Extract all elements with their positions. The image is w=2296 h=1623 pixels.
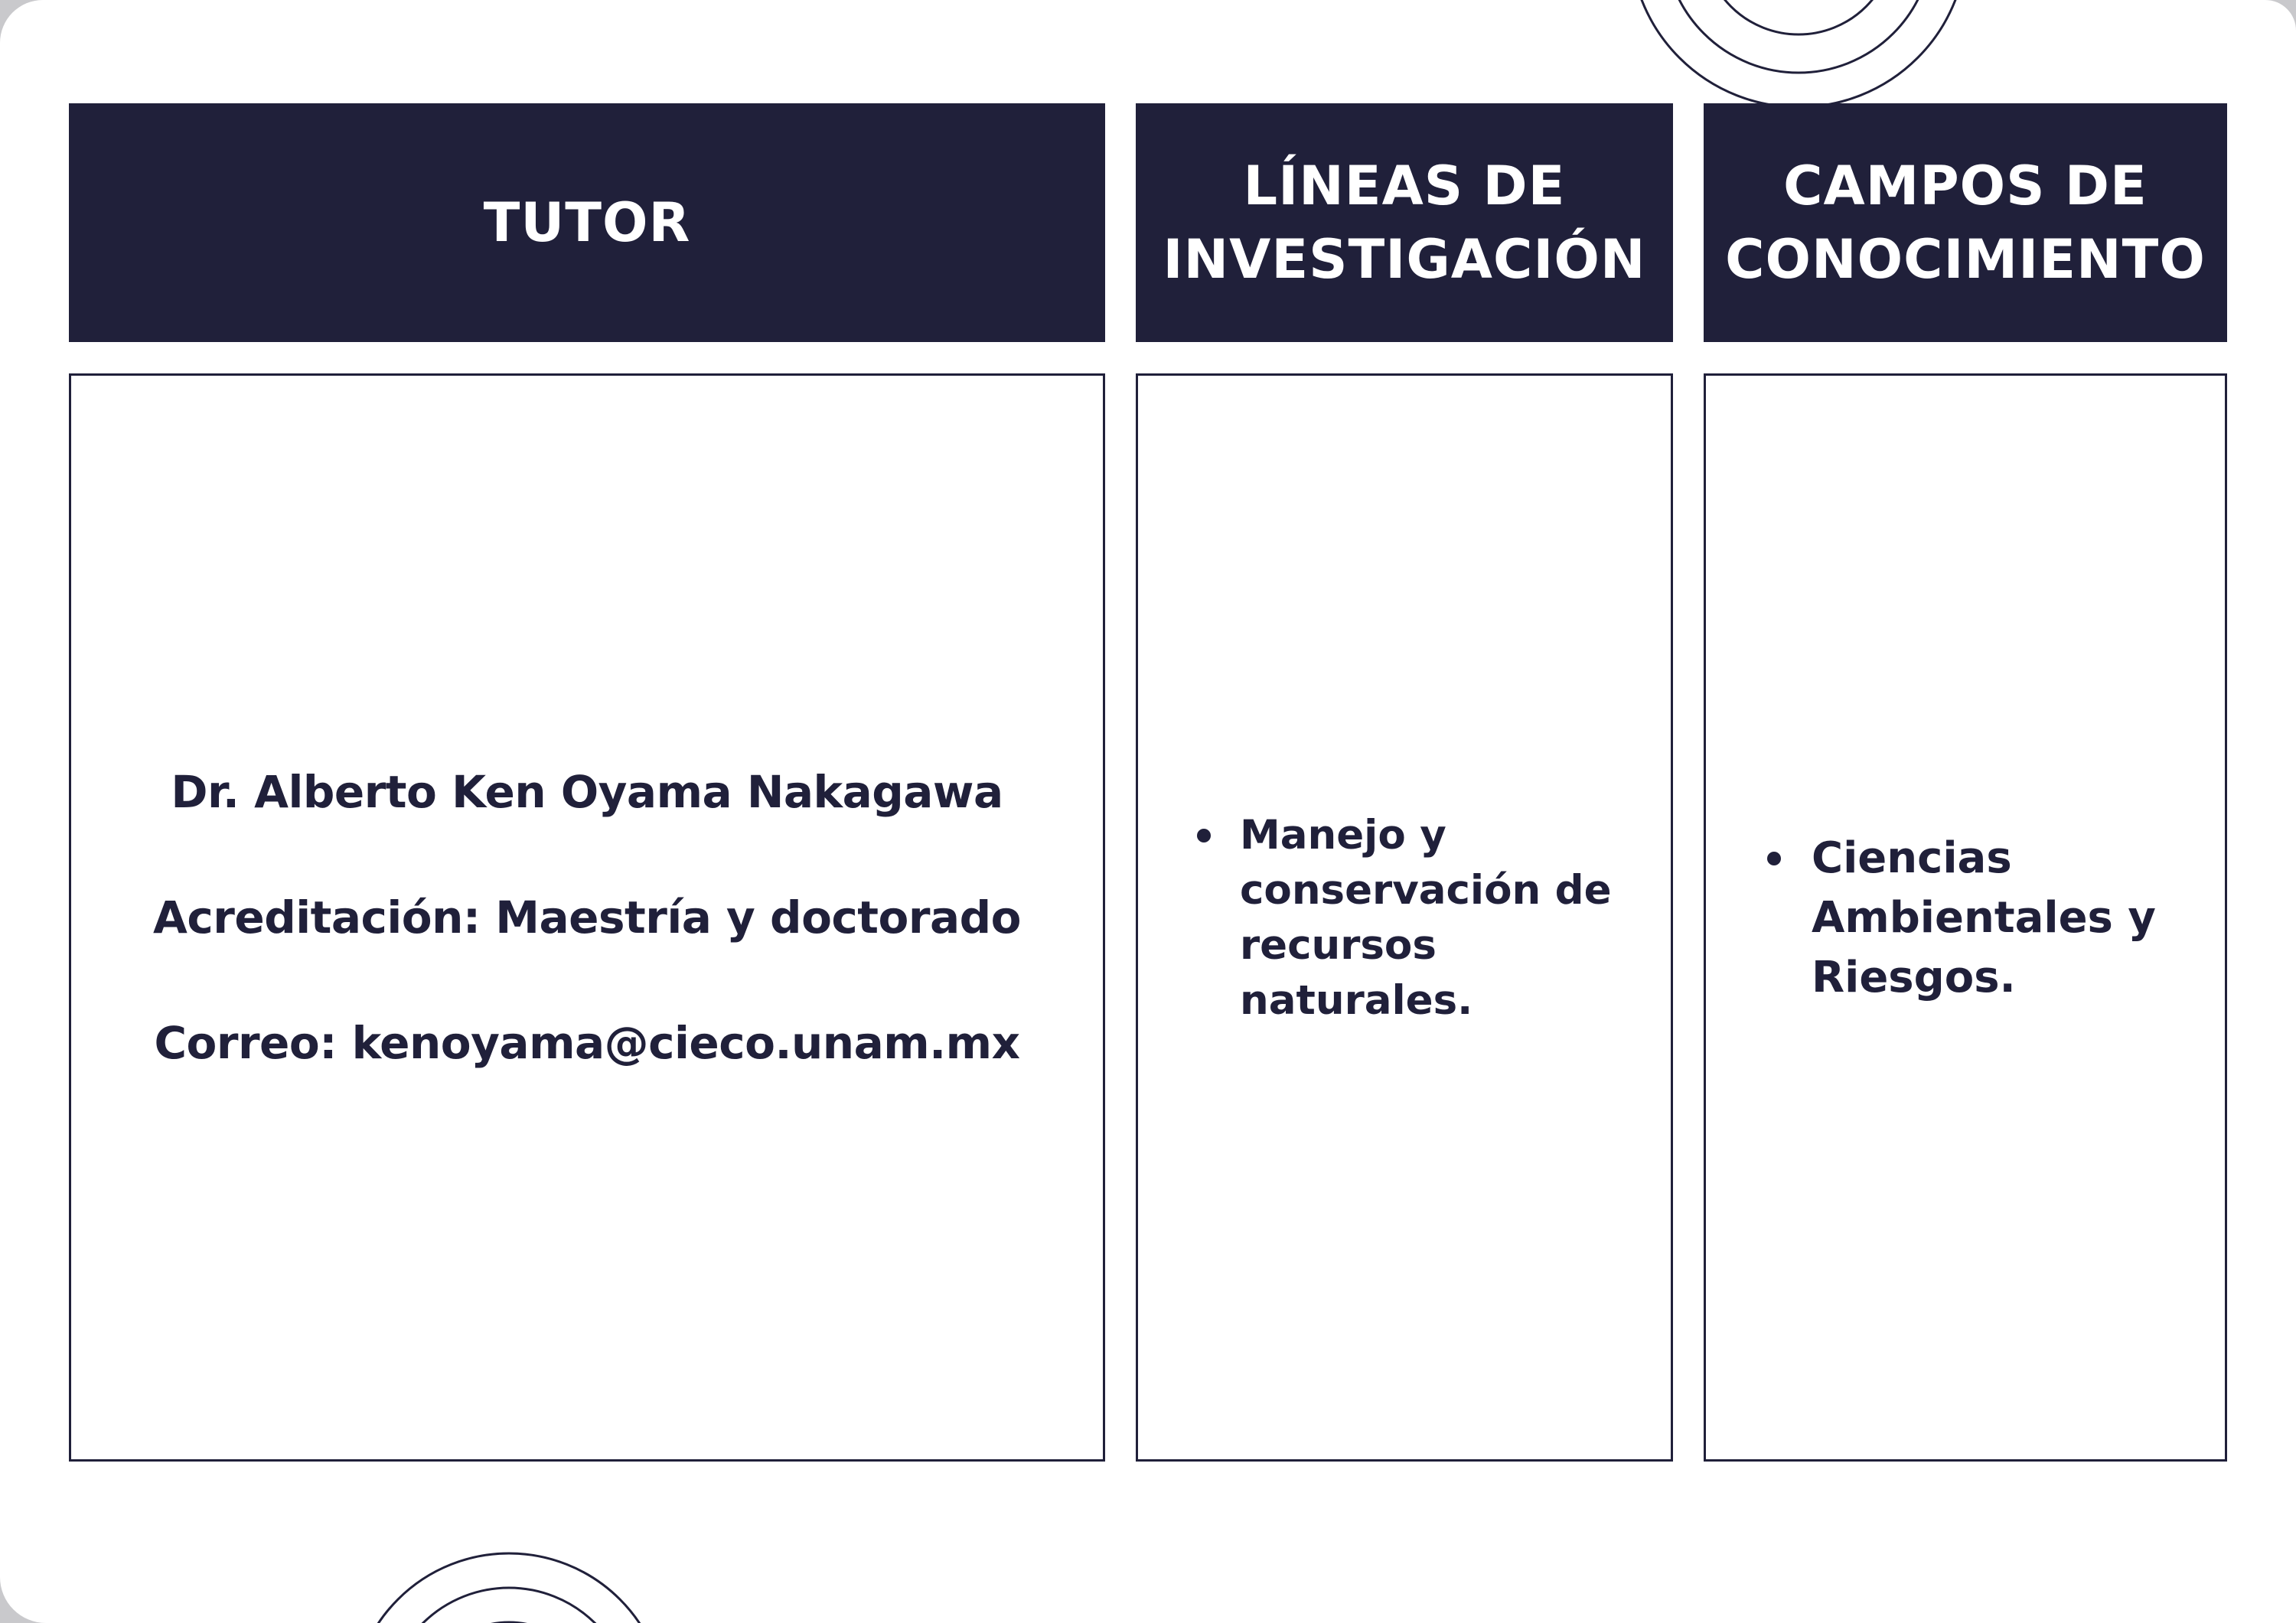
cell-lineas: [1136, 373, 1673, 1462]
header-lineas-label: LÍNEAS DE INVESTIGACIÓN: [1163, 155, 1646, 291]
tutor-name: Dr. Alberto Ken Oyama Nakagawa: [171, 766, 1003, 818]
cell-tutor: [69, 373, 1105, 1462]
tutor-email: Correo: kenoyama@cieco.unam.mx: [154, 1017, 1020, 1069]
header-campos-label: CAMPOS DE CONOCIMIENTO: [1725, 155, 2206, 291]
deco-ring-bottom-middle: [386, 1588, 631, 1623]
lineas-list: [1240, 808, 1653, 1028]
header-tutor-label: TUTOR: [483, 191, 691, 254]
lineas-item: Manejo y conservación de recursos naturales.: [1240, 808, 1653, 1028]
deco-ring-top-outer: [1630, 0, 1967, 107]
deco-ring-top-middle: [1665, 0, 1932, 73]
campos-item: Ciencias Ambientales y Riesgos.: [1812, 829, 2210, 1008]
header-tutor: [69, 103, 1105, 342]
header-campos: [1704, 103, 2227, 342]
header-lineas: [1136, 103, 1673, 342]
deco-ring-top-inner: [1703, 0, 1894, 34]
tutor-accreditation: Acreditación: Maestría y doctorado: [153, 891, 1021, 943]
cell-campos: [1704, 373, 2227, 1462]
campos-list: [1812, 829, 2210, 1008]
